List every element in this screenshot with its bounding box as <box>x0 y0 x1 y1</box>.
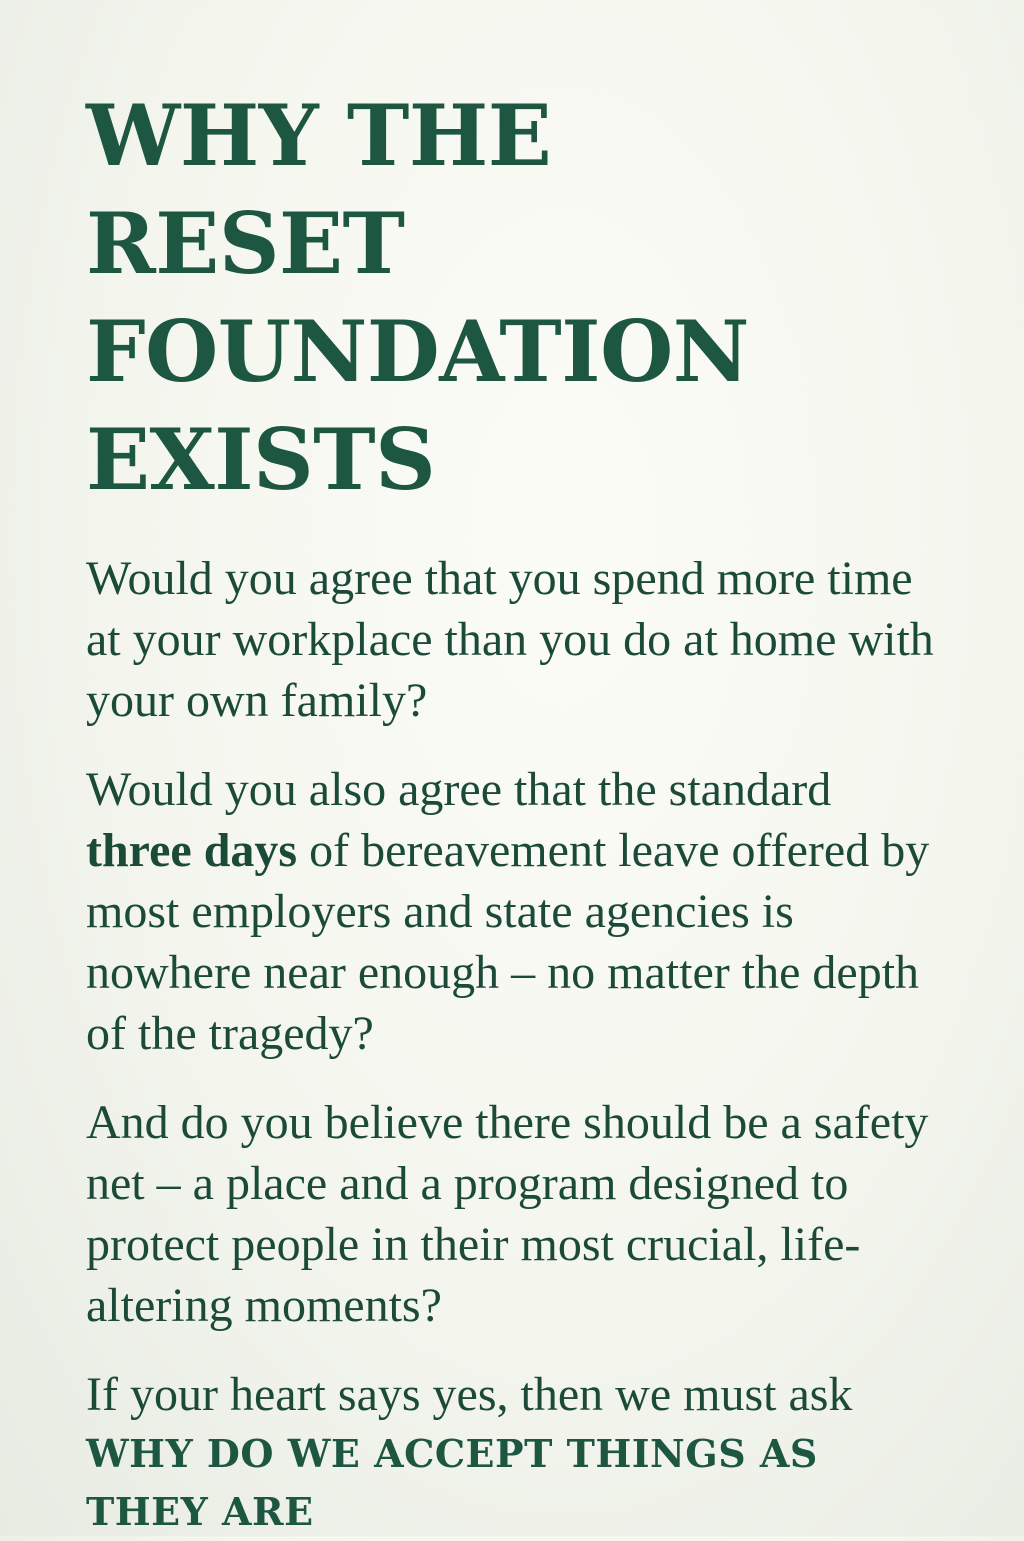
title-line-2: RESET <box>86 194 405 293</box>
bereavement-text-start: Would you also agree that the standard <box>86 763 832 816</box>
paragraph-bereavement-leave <box>86 759 934 1064</box>
paragraph-safety-net: And do you believe there should be a safety net – a place and a program designed to protect people in their most crucial, life-altering moments? <box>86 1096 929 1332</box>
accept-things-question: WHY DO WE ACCEPT THINGS AS THEY ARE <box>86 1431 818 1534</box>
call-to-question-text: If your heart says yes, then we must ask <box>86 1368 853 1421</box>
title-line-4: EXISTS <box>86 410 436 509</box>
paragraph-call-to-question <box>86 1364 934 1541</box>
bereavement-text-end: of bereavement leave offered by most employers and state agencies is nowhere near enough – no matter the depth of the tragedy? <box>86 824 930 1060</box>
title-line-3: FOUNDATION <box>86 302 750 401</box>
three-days-emphasis: three days <box>86 824 298 877</box>
paragraph-workplace-time: Would you agree that you spend more time at your workplace than you do at home with your own family? <box>86 552 934 727</box>
title-line-1: WHY THE <box>86 86 552 185</box>
page-title <box>86 82 934 514</box>
